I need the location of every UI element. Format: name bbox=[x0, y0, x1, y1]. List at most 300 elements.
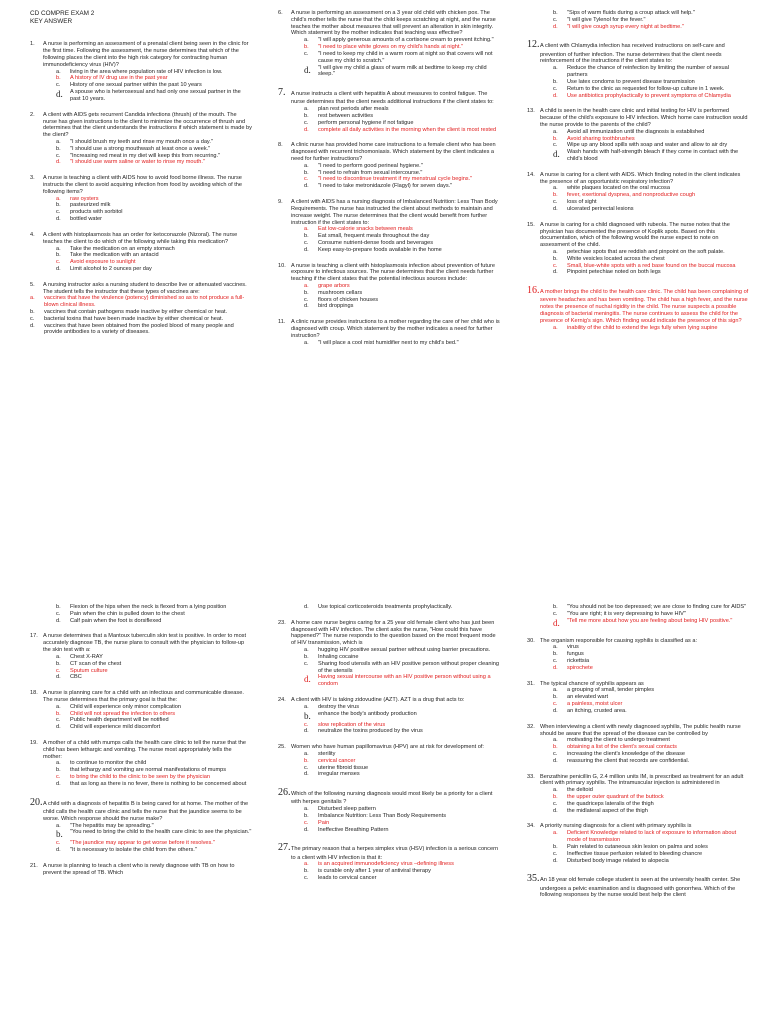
option-text: Take the medication on an empty stomach bbox=[70, 245, 175, 252]
option-text: "I need to take metronidazole (Flagyl) for seven days." bbox=[318, 183, 453, 190]
option-letter: c. bbox=[304, 119, 309, 126]
answer-options bbox=[527, 185, 749, 212]
answer-options bbox=[30, 69, 252, 103]
option-letter: b. bbox=[56, 660, 61, 667]
option-letter: d. bbox=[56, 216, 61, 223]
answer-option bbox=[527, 604, 749, 611]
question-text: Benzathine penicillin G, 2.4 million units IM, is prescribed as treatment for an adult client with primary syphilis. The intramuscular injection is administered in bbox=[540, 773, 744, 787]
question-stem bbox=[30, 863, 252, 877]
answer-option bbox=[278, 120, 500, 127]
option-text: a grouping of small, tender pimples bbox=[567, 687, 655, 694]
question-text: When interviewing a client with newly diagnosed syphilis, The public health nurse should be aware that the spread of the disease can be controlled by bbox=[540, 723, 741, 737]
option-text: to continue to monitor the child bbox=[70, 760, 147, 767]
option-letter: c. bbox=[553, 16, 558, 23]
option-text: is curable only after 1 year of antiviral therapy bbox=[318, 868, 431, 875]
question-stem bbox=[278, 263, 500, 283]
question-stem bbox=[30, 633, 252, 653]
option-text: plan rest periods after meals bbox=[318, 106, 389, 113]
question-stem bbox=[527, 222, 749, 249]
option-letter: b. bbox=[304, 653, 309, 660]
option-text: "I will give Tylenol for the fever." bbox=[567, 16, 646, 23]
option-letter: a. bbox=[56, 653, 61, 660]
answer-options bbox=[278, 647, 500, 688]
answer-option bbox=[278, 827, 500, 834]
answer-option bbox=[527, 17, 749, 24]
question-text: A priority nursing diagnosis for a client with primary syphilis is bbox=[540, 823, 692, 830]
option-text: vaccines that have been obtained from the pooled blood of many people and provide antibodies to a variety of diseases. bbox=[44, 322, 234, 336]
option-letter: a. bbox=[553, 830, 558, 837]
question-stem bbox=[527, 724, 749, 738]
option-text: "I will place a cool mist humidifier next to my child's bed." bbox=[318, 339, 459, 346]
option-letter: b. bbox=[56, 829, 63, 840]
answer-option bbox=[527, 149, 749, 163]
option-letter: b. bbox=[553, 794, 558, 801]
option-letter: b. bbox=[304, 44, 309, 51]
question-stem bbox=[278, 199, 500, 226]
option-text: Child will experience only minor complication bbox=[70, 703, 181, 710]
answer-option bbox=[278, 654, 500, 661]
option-text: that lethargy and vomiting are normal manifestations of mumps bbox=[70, 767, 227, 774]
option-text: Avoid sharing toothbrushes bbox=[567, 135, 635, 142]
answer-option bbox=[527, 79, 749, 86]
answer-option-correct bbox=[30, 259, 252, 266]
answer-option bbox=[278, 290, 500, 297]
option-letter: d. bbox=[553, 707, 558, 714]
question-text: A child is seen in the health care clinic and initial testing for HIV is performed because of the child's exposure to HIV infection. Which home care instruction would the nurse provide to the parents of the child? bbox=[540, 108, 748, 128]
option-letter: c. bbox=[56, 82, 61, 89]
answer-option bbox=[527, 844, 749, 851]
answer-option bbox=[30, 146, 252, 153]
option-text: Use topical corticosteroids treatments prophylactically. bbox=[318, 604, 453, 610]
option-letter: d. bbox=[553, 23, 558, 30]
question bbox=[278, 697, 500, 735]
option-text: leads to cervical cancer bbox=[318, 875, 377, 882]
answer-option bbox=[527, 86, 749, 93]
question bbox=[30, 740, 252, 788]
question-continuation bbox=[278, 604, 500, 611]
option-letter: b. bbox=[553, 694, 558, 701]
answer-option bbox=[30, 139, 252, 146]
option-letter: a. bbox=[553, 248, 558, 255]
answer-option bbox=[278, 37, 500, 44]
question-list bbox=[278, 604, 500, 882]
question bbox=[527, 172, 749, 213]
answer-option-correct bbox=[278, 176, 500, 183]
question-number: 30. bbox=[527, 637, 535, 644]
option-text: motivating the client to undergo treatment bbox=[567, 737, 670, 744]
answer-option bbox=[527, 737, 749, 744]
answer-option bbox=[278, 728, 500, 735]
option-letter: d. bbox=[56, 159, 61, 166]
question bbox=[30, 112, 252, 167]
answer-option bbox=[527, 199, 749, 206]
option-text: raw oysters bbox=[70, 195, 99, 202]
option-letter: a. bbox=[304, 162, 309, 169]
answer-options bbox=[30, 139, 252, 166]
answer-option bbox=[278, 806, 500, 813]
answer-option bbox=[30, 153, 252, 160]
answer-option-correct bbox=[30, 711, 252, 718]
option-letter: c. bbox=[304, 296, 309, 303]
option-letter: d. bbox=[553, 807, 558, 814]
answer-options bbox=[527, 787, 749, 814]
question bbox=[278, 199, 500, 254]
answer-options bbox=[30, 295, 252, 336]
option-letter: d. bbox=[553, 269, 558, 276]
option-letter: b. bbox=[553, 651, 558, 658]
question-text: A nurse is caring for a client with AIDS. Which finding noted in the client indicates the presence of an opportunistic respiratory infection? bbox=[540, 171, 741, 185]
answer-option-correct bbox=[527, 701, 749, 708]
answer-options bbox=[30, 654, 252, 681]
option-letter: a. bbox=[304, 750, 309, 757]
question-text: A mother of a child with mumps calls the health care clinic to tell the nurse that the child has been lethargic and vomiting. The nurse most appropriately tells the mother: bbox=[43, 740, 247, 760]
answer-option-correct bbox=[278, 226, 500, 233]
option-text: pasteurized milk bbox=[70, 202, 111, 209]
answer-option bbox=[278, 875, 500, 882]
question-number: 31. bbox=[527, 680, 535, 687]
option-text: Deficient Knowledge related to lack of exposure to information about mode of transmission bbox=[567, 830, 737, 844]
option-text: Imbalance Nutrition: Less Than Body Requirements bbox=[318, 813, 446, 820]
option-letter: d. bbox=[553, 664, 558, 671]
column-2 bbox=[278, 604, 500, 891]
option-letter: b. bbox=[56, 252, 61, 259]
answer-option-correct bbox=[30, 774, 252, 781]
option-letter: a. bbox=[56, 68, 61, 75]
answer-option bbox=[30, 252, 252, 259]
option-letter: a. bbox=[56, 138, 61, 145]
column-2 bbox=[278, 10, 500, 356]
answer-option-correct bbox=[278, 820, 500, 827]
option-text: Use antibiotics prophylactically to prevent symptoms of Chlamydia bbox=[567, 92, 731, 99]
answer-options bbox=[278, 861, 500, 881]
option-text: white plaques located on the oral mucosa bbox=[567, 185, 670, 192]
question-text: A nurse is teaching a client with histoplasmosis infection about prevention of future exposure to infectious sources. The nurse determines that the client needs further teaching if the client states that the potential infectious sources include: bbox=[291, 262, 495, 283]
question-list bbox=[278, 10, 500, 347]
answer-option-correct bbox=[278, 861, 500, 868]
question-text: A clinic nurse has provided home care instructions to a female client who has been diagnosed with recurrent trichomoniasis. Which statement by the client indicates a need for further instructions? bbox=[291, 142, 496, 162]
answer-option-correct bbox=[278, 44, 500, 51]
question-stem bbox=[30, 232, 252, 246]
answer-option bbox=[278, 340, 500, 347]
answer-option bbox=[527, 249, 749, 256]
question-number: 15. bbox=[527, 221, 535, 228]
option-letter: c. bbox=[553, 142, 558, 149]
option-letter: d. bbox=[304, 728, 309, 735]
option-letter: a. bbox=[553, 185, 558, 192]
answer-options bbox=[278, 283, 500, 310]
answer-option-correct bbox=[527, 744, 749, 751]
option-letter: c. bbox=[56, 610, 61, 617]
option-letter: d. bbox=[553, 92, 558, 99]
answer-option bbox=[30, 654, 252, 661]
option-text: Calf pain when the foot is dorsiflexed bbox=[70, 617, 162, 624]
option-text: the midlateral aspect of the thigh bbox=[567, 807, 648, 814]
option-text: Child will not spread the infection to others bbox=[70, 710, 176, 717]
option-text: "You should not be too depressed; we are close to finding cure for AIDS" bbox=[567, 604, 747, 610]
option-text: "The hepatitis may be spreading." bbox=[70, 822, 154, 829]
document-header bbox=[30, 10, 252, 25]
answer-option bbox=[278, 661, 500, 675]
option-letter: c. bbox=[553, 658, 558, 665]
option-text: Having sexual intercourse with an HIV positive person without using a condom bbox=[318, 674, 491, 688]
answer-option-correct bbox=[527, 136, 749, 143]
option-letter: d. bbox=[304, 246, 309, 253]
answer-options bbox=[527, 830, 749, 864]
question-text: The organism responsible for causing syphilis is classified as a: bbox=[540, 637, 698, 644]
answer-option bbox=[527, 269, 749, 276]
option-text: virus bbox=[567, 644, 579, 651]
answer-option bbox=[278, 604, 500, 611]
option-letter: b. bbox=[553, 192, 558, 199]
question-continuation bbox=[30, 604, 252, 624]
answer-option bbox=[527, 708, 749, 715]
option-text: A spouse who is heterosexual and had only one sexual partner in the past 10 years. bbox=[70, 89, 241, 102]
option-letter: a. bbox=[304, 106, 309, 113]
question-stem bbox=[527, 873, 749, 899]
answer-option bbox=[30, 604, 252, 611]
option-text: Disturbed body image related to alopecia bbox=[567, 857, 669, 864]
answer-option bbox=[30, 674, 252, 681]
option-text: Avoid exposure to sunlight bbox=[70, 259, 136, 266]
option-text: products with sorbitol bbox=[70, 209, 123, 216]
option-text: Public health department will be notified bbox=[70, 717, 169, 724]
option-text: "I need to refrain from sexual intercourse." bbox=[318, 169, 423, 176]
option-letter: a. bbox=[304, 339, 309, 346]
option-letter: a. bbox=[304, 647, 309, 654]
option-text: enhance the body's antibody production bbox=[318, 710, 417, 717]
page-gap bbox=[0, 570, 768, 590]
option-text: CBC bbox=[70, 674, 82, 681]
option-letter: d. bbox=[553, 205, 558, 212]
option-letter: a. bbox=[56, 760, 61, 767]
question-stem bbox=[527, 681, 749, 688]
answer-option-correct bbox=[278, 758, 500, 765]
option-letter: c. bbox=[304, 721, 309, 728]
option-text: "The jaundice may appear to get worse before it resolves." bbox=[70, 840, 215, 847]
question-number: 10. bbox=[278, 262, 286, 269]
option-letter: b. bbox=[553, 135, 558, 142]
option-text: "I will give cough syrup every night at bedtime." bbox=[567, 23, 684, 30]
answer-options bbox=[527, 687, 749, 714]
question-continuation bbox=[527, 10, 749, 30]
question-continuation bbox=[527, 604, 749, 629]
answer-options bbox=[527, 10, 749, 30]
question bbox=[527, 873, 749, 899]
question-stem bbox=[278, 87, 500, 106]
option-text: petechiae spots that are reddish and pinpoint on the soft palate. bbox=[567, 248, 725, 255]
answer-options bbox=[527, 604, 749, 629]
option-text: Avoid all immunization until the diagnosis is established bbox=[567, 128, 705, 135]
answer-options bbox=[527, 249, 749, 276]
option-text: an itching, crusted area. bbox=[567, 707, 627, 714]
option-letter: b. bbox=[56, 75, 61, 82]
option-text: Child will experience mild discomfort bbox=[70, 724, 161, 731]
answer-option-correct bbox=[278, 674, 500, 688]
question-number: 9. bbox=[278, 199, 283, 206]
option-text: "Increasing red meat in my diet will keep this from recurring." bbox=[70, 152, 221, 159]
option-letter: b. bbox=[304, 868, 309, 875]
answer-option-correct bbox=[527, 665, 749, 672]
answer-option bbox=[278, 813, 500, 820]
option-text: is an acquired immunodeficiency virus –defining illness bbox=[318, 861, 454, 868]
question-list bbox=[527, 604, 749, 899]
question-text: A client with AIDS gets recurrent Candida infections (thrush) of the mouth. The nurse has given instructions to the client to minimize the occurrence of thrush and determines that the client understands the instructions if which statement is made by the client? bbox=[43, 111, 252, 139]
option-letter: c. bbox=[304, 176, 309, 183]
option-letter: c. bbox=[553, 750, 558, 757]
answer-option bbox=[527, 658, 749, 665]
option-text: rickettsia bbox=[567, 658, 590, 665]
answer-options bbox=[278, 226, 500, 253]
answer-option bbox=[278, 704, 500, 711]
option-text: Pain related to cutaneous skin lesion on palms and soles bbox=[567, 843, 708, 850]
option-text: the upper outer quadrant of the buttock bbox=[567, 794, 664, 801]
question bbox=[278, 319, 500, 346]
answer-option-correct bbox=[527, 618, 749, 629]
header-subtitle: KEY ANSWER bbox=[30, 17, 73, 25]
option-letter: a. bbox=[30, 295, 35, 302]
question-text: An 18 year old female college student is seen at the university health center. She undergoes a pelvic examination and is diagnosed with gonorrhea. Which of the following responses by the nurse would best help the client bbox=[540, 877, 741, 899]
column-3 bbox=[527, 604, 749, 908]
question-number: 13. bbox=[527, 108, 535, 115]
answer-option bbox=[527, 256, 749, 263]
option-text: that as long as there is no fever, there is nothing to be concerned about bbox=[70, 780, 247, 787]
option-letter: d. bbox=[553, 757, 558, 764]
option-letter: a. bbox=[56, 703, 61, 710]
question bbox=[30, 175, 252, 223]
header-title: CD COMPRE EXAM 2 bbox=[30, 10, 95, 17]
question-number: 2. bbox=[30, 111, 35, 118]
question bbox=[527, 774, 749, 815]
option-letter: d. bbox=[304, 126, 309, 133]
answer-option bbox=[30, 704, 252, 711]
answer-option bbox=[30, 781, 252, 788]
answer-option bbox=[278, 247, 500, 254]
answer-options bbox=[527, 737, 749, 764]
option-text: Eat small, frequent meals throughout the day bbox=[318, 233, 430, 240]
question bbox=[527, 681, 749, 715]
answer-option-correct bbox=[527, 93, 749, 100]
answer-options bbox=[30, 246, 252, 273]
question bbox=[30, 797, 252, 854]
option-text: Inhaling cocaine bbox=[318, 653, 359, 660]
option-letter: a. bbox=[553, 65, 558, 72]
option-letter: c. bbox=[553, 85, 558, 92]
option-text: Reduce the chance of reinfection by limiting the number of sexual partners bbox=[567, 65, 730, 79]
question-number: 11. bbox=[278, 319, 286, 326]
question-stem bbox=[527, 108, 749, 128]
option-text: the deltoid bbox=[567, 787, 593, 794]
answer-option bbox=[527, 142, 749, 149]
option-letter: b. bbox=[553, 78, 558, 85]
question-number: 24. bbox=[278, 696, 286, 703]
option-letter: d. bbox=[56, 724, 61, 731]
option-letter: a. bbox=[56, 195, 61, 202]
answer-option bbox=[527, 787, 749, 794]
answer-option bbox=[278, 765, 500, 772]
option-text: obtaining a list of the client's sexual contacts bbox=[567, 744, 677, 751]
option-letter: b. bbox=[56, 710, 61, 717]
answer-option bbox=[30, 309, 252, 316]
answer-option bbox=[30, 717, 252, 724]
option-letter: b. bbox=[30, 309, 35, 315]
question-stem bbox=[278, 142, 500, 162]
option-letter: d. bbox=[56, 617, 61, 624]
option-letter: b. bbox=[56, 145, 61, 152]
option-text: Take the medication with an antacid bbox=[70, 252, 159, 259]
question-number: 7. bbox=[278, 87, 286, 99]
answer-option-correct bbox=[527, 24, 749, 31]
option-text: bacterial toxins that have been made inactive by either chemical or heat. bbox=[44, 315, 224, 322]
answer-option bbox=[30, 323, 252, 337]
question-stem bbox=[527, 172, 749, 186]
question bbox=[278, 620, 500, 688]
answer-option-correct bbox=[278, 283, 500, 290]
option-letter: c. bbox=[56, 209, 61, 216]
option-text: Pain when the chin is pulled down to the chest bbox=[70, 610, 185, 617]
question bbox=[30, 633, 252, 681]
answer-option bbox=[30, 661, 252, 668]
option-letter: d. bbox=[304, 674, 311, 685]
option-letter: a. bbox=[304, 283, 309, 289]
option-letter: b. bbox=[553, 843, 558, 850]
option-text: a painless, moist ulcer bbox=[567, 701, 623, 708]
question-number: 16. bbox=[527, 285, 540, 297]
option-text: "Tell me more about how you are feeling about being HIV positive." bbox=[567, 617, 733, 624]
option-text: Use latex condoms to prevent disease transmission bbox=[567, 78, 695, 85]
answer-option-correct bbox=[278, 127, 500, 134]
column-1 bbox=[30, 604, 252, 886]
option-letter: b. bbox=[304, 757, 309, 764]
answer-option bbox=[527, 65, 749, 79]
answer-option bbox=[278, 51, 500, 65]
option-letter: d. bbox=[56, 847, 61, 854]
option-text: vaccines that have the virulence (potency) diminished so as to not produce a full-blown clinical illness. bbox=[44, 295, 245, 309]
answer-option bbox=[30, 767, 252, 774]
option-text: inability of the child to extend the legs fully when lying supine bbox=[567, 324, 718, 331]
question-stem bbox=[527, 638, 749, 645]
option-text: rest between activities bbox=[318, 112, 374, 119]
option-letter: d. bbox=[304, 303, 309, 310]
question bbox=[278, 263, 500, 311]
answer-option bbox=[527, 751, 749, 758]
answer-option-correct bbox=[527, 325, 749, 332]
answer-option bbox=[527, 611, 749, 618]
question-text: A nursing instructor asks a nursing student to describe live or attenuated vaccines. The student tells the instructor that these types of vaccines are: bbox=[43, 281, 247, 295]
option-letter: d. bbox=[304, 604, 309, 610]
option-letter: c. bbox=[304, 239, 309, 246]
question-number: 1. bbox=[30, 41, 35, 48]
question-text: A nurse is performing an assessment on a 3 year old child with chicken pox. The child's mother tells the nurse that the child keeps scratching at night, and the nurse teaches the mother about measures that will prevent an alteration in skin integrity. Which statement by the mother indicates that teaching was effective? bbox=[291, 10, 496, 37]
answer-options bbox=[527, 644, 749, 671]
answer-option bbox=[30, 618, 252, 625]
question-text: A client with HIV is taking zidovudine (AZT). AZT is a drug that acts to: bbox=[291, 696, 465, 703]
option-text: grape arbors bbox=[318, 283, 350, 289]
option-text: living in the area where population rate of HIV infection is low. bbox=[70, 68, 223, 75]
question-number: 17. bbox=[30, 633, 38, 640]
option-text: Disturbed sleep pattern bbox=[318, 806, 376, 813]
option-letter: c. bbox=[553, 800, 558, 807]
answer-option bbox=[278, 711, 500, 722]
question-stem bbox=[278, 10, 500, 37]
answer-option bbox=[30, 246, 252, 253]
question-stem bbox=[278, 697, 500, 704]
question-number: 23. bbox=[278, 619, 286, 626]
question-number: 6. bbox=[278, 10, 283, 16]
question bbox=[30, 690, 252, 731]
question-number: 35. bbox=[527, 873, 540, 885]
option-letter: b. bbox=[304, 710, 311, 721]
option-letter: a. bbox=[553, 324, 558, 331]
